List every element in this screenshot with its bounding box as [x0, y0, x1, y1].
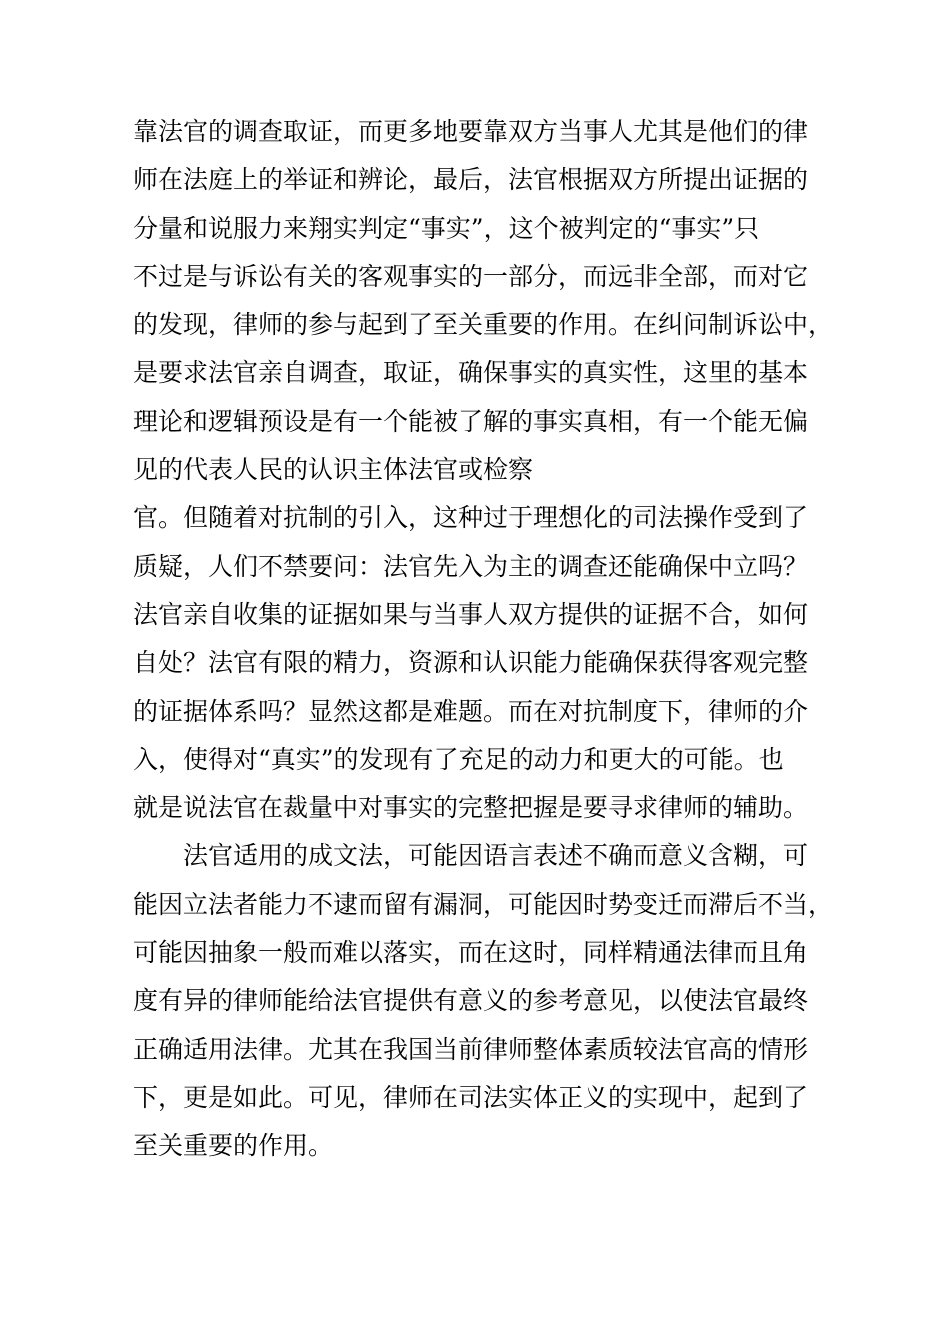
text-line: 的发现，律师的参与起到了至关重要的作用。在纠问制诉讼中，: [133, 310, 834, 340]
text-line: 就是说法官在裁量中对事实的完整把握是要寻求律师的辅助。: [133, 793, 809, 823]
text-line: 正确适用法律。尤其在我国当前律师整体素质较法官高的情形: [133, 1034, 809, 1064]
paragraph-start-line: 法官适用的成文法，可能因语言表述不确而意义含糊，可: [183, 841, 809, 871]
text-line: 度有异的律师能给法官提供有意义的参考意见，以使法官最终: [133, 986, 809, 1016]
text-line: 分量和说服力来翔实判定“事实”，这个被判定的“事实”只: [133, 213, 760, 243]
text-line: 可能因抽象一般而难以落实，而在这时，同样精通法律而且角: [133, 938, 809, 968]
text-line: 质疑，人们不禁要问：法官先入为主的调查还能确保中立吗？: [133, 551, 809, 581]
text-line: 能因立法者能力不逮而留有漏洞，可能因时势变迁而滞后不当，: [133, 889, 834, 919]
text-line: 师在法庭上的举证和辨论，最后，法官根据双方所提出证据的: [133, 165, 809, 195]
text-line: 自处？法官有限的精力，资源和认识能力能确保获得客观完整: [133, 648, 809, 678]
text-line: 见的代表人民的认识主体法官或检察: [133, 455, 534, 485]
text-line: 法官亲自收集的证据如果与当事人双方提供的证据不合，如何: [133, 599, 809, 629]
text-line: 理论和逻辑预设是有一个能被了解的事实真相，有一个能无偏: [133, 406, 809, 436]
text-line: 至关重要的作用。: [133, 1131, 334, 1161]
text-line: 的证据体系吗？显然这都是难题。而在对抗制度下，律师的介: [133, 696, 809, 726]
text-line: 入，使得对“真实”的发现有了充足的动力和更大的可能。也: [133, 744, 784, 774]
document-body: [133, 108, 833, 1171]
text-line: 官。但随着对抗制的引入，这种过于理想化的司法操作受到了: [133, 503, 809, 533]
text-line: 是要求法官亲自调查，取证，确保事实的真实性，这里的基本: [133, 358, 809, 388]
text-line: 下，更是如此。可见，律师在司法实体正义的实现中，起到了: [133, 1082, 809, 1112]
text-line: 不过是与诉讼有关的客观事实的一部分，而远非全部，而对它: [133, 261, 809, 291]
text-line: 靠法官的调查取证，而更多地要靠双方当事人尤其是他们的律: [133, 117, 809, 146]
